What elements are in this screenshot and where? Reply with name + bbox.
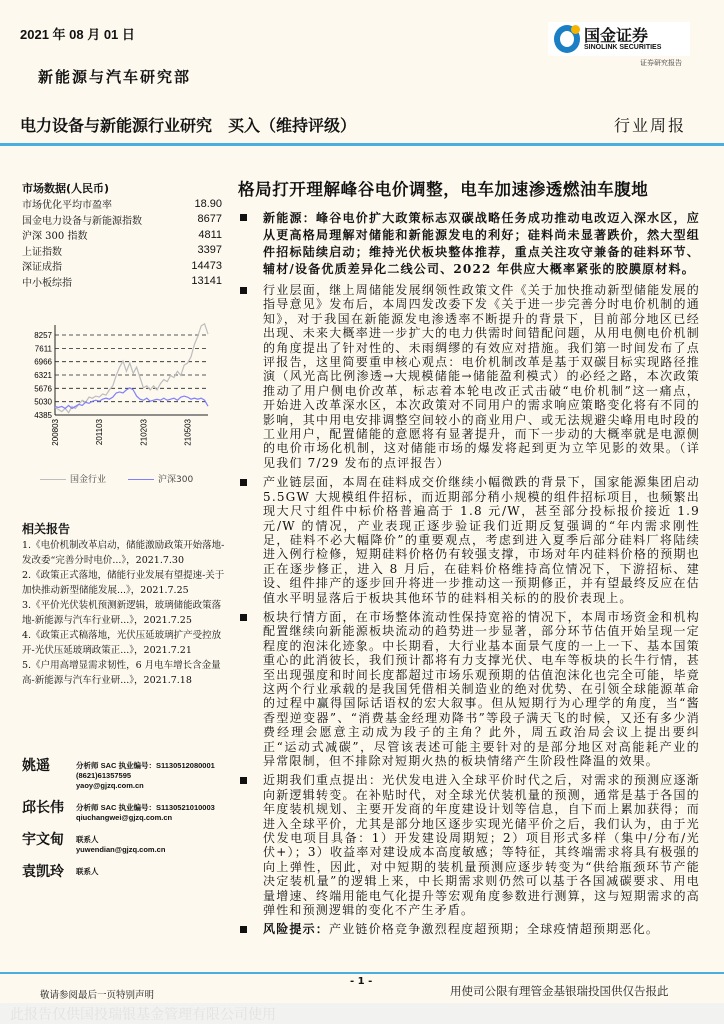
- bullet-risk: [238, 922, 700, 936]
- logo-subtitle: 证券研究报告: [640, 59, 682, 67]
- market-data-title: 市场数据(人民币): [22, 182, 110, 195]
- market-row: [22, 274, 222, 290]
- related-reports-list: [22, 538, 230, 688]
- y-tick-label: 6966: [34, 357, 52, 367]
- logo-mark-icon: [554, 25, 580, 53]
- market-value: 18.90: [194, 197, 222, 210]
- logo-en: SINOLINK SECURITIES: [584, 44, 662, 51]
- sinolink-logo: [548, 22, 690, 56]
- market-label: 沪深 300 指数: [22, 231, 88, 243]
- market-row: [22, 227, 222, 243]
- watermark: 此报告仅供国投瑞银基金管理有限公司使用: [10, 1007, 276, 1023]
- risk-text: 产业链价格竞争激烈程度超预期；全球疫情超预期恶化。: [329, 922, 660, 937]
- bullet-text: 新能源：峰谷电价扩大政策标志双碳战略任务成功推动电改迈入深水区，应从更高格局理解对储能和新能源发电的利好；硅料尚未显著跌价，然大型组件招标陆续启动；维持光伏板块整体推荐，重点关注攻守兼备的硅料环节、辅材/设备优质差异化二线公司、2022 年供应大概率紧张的胶膜原材料。: [263, 211, 700, 276]
- market-label: 深证成指: [22, 262, 62, 274]
- risk-label: 风险提示：: [263, 922, 330, 937]
- x-tick-label: 210203: [139, 419, 149, 446]
- report-type: 行业周报: [613, 116, 686, 135]
- analyst-info: [76, 863, 99, 877]
- y-tick-label: 8257: [34, 331, 52, 340]
- legend-guojin: [40, 472, 106, 485]
- header-divider: [0, 143, 724, 146]
- market-value: 4811: [198, 228, 222, 241]
- market-row: [22, 196, 222, 212]
- bullet-new-energy: [238, 210, 700, 278]
- y-tick-label: 5676: [34, 384, 52, 394]
- analyst-name: 邱长伟: [22, 800, 64, 816]
- disclaimer-note: 敬请参阅最后一页特别声明: [40, 990, 155, 1001]
- bullet-industry: 行业层面，继上周储能发展纲领性政策文件《关于加快推动新型储能发展的指导意见》发布后，本周四发改委下发《关于进一步完善分时电价机制的通知》，对于我国在新能源发电渗透率不断提升的背景下，目前部分地区已经出现、未来大概率进一步扩大的电力供需时间错配问题，从用电侧电价机制的角度提出了针对性的、未雨绸缪的有效应对措施。我们第一时间发布了点评报告，这里简要重申核心观点：电价机制改革是基于双碳目标实现路径推演（风光高比例渗透→大规模储能→储能盈利模式）的必经之路，本次政策推动了用户侧电价改革，标志着本轮电改正式击破“电价机制”这一痛点，开始进入改革深水区，本次政策对不同用户的需求响应策略变化将有不同的影响，其中用电安排调整空间较小的商业用户、或无法规避尖峰用电时段的工业用户，配置储能的意愿将有显著提升，而下一步动的大概率就是电源侧的电价市场化机制，这对储能市场的爆发将起到更为立竿见影的效果。（详见我们 7/29 发布的点评报告）: [238, 283, 700, 470]
- analyst-info-line: yuwendian@gjzq.com.cn: [76, 845, 166, 854]
- market-row: [22, 243, 222, 259]
- main-title: 格局打开理解峰谷电价调整，电车加速渗透燃油车腹地: [238, 180, 649, 199]
- market-row: [22, 212, 222, 228]
- related-report-item: 4.《政策正式稿落地，光伏压延玻璃扩产受控放开-光伏压延玻璃政策正...》，2021.7.21: [22, 630, 222, 656]
- analyst-info: [76, 757, 215, 791]
- report-date: 2021 年 08 月 01 日: [20, 27, 135, 42]
- analyst-info-line: 联系人: [76, 867, 99, 876]
- y-tick-label: 4385: [34, 411, 52, 420]
- legend-label: 国金行业: [70, 475, 107, 485]
- market-value: 13141: [191, 275, 222, 288]
- department: 新能源与汽车研究部: [38, 68, 192, 86]
- market-label: 上证指数: [22, 246, 62, 258]
- y-tick-label: 5030: [34, 397, 52, 407]
- page-number: - 1 -: [350, 976, 373, 987]
- analyst-info-line: 联系人: [76, 835, 99, 844]
- related-reports-title: 相关报告: [22, 522, 71, 536]
- x-tick-label: 210503: [183, 419, 193, 446]
- market-row: [22, 258, 222, 274]
- footer-divider: [0, 972, 724, 974]
- analyst-info-line: (8621)61357595: [76, 771, 132, 780]
- y-tick-label: 6321: [34, 371, 52, 380]
- mirrored-notice: 用使司公限有理管金基银瑞投国供仅告报此: [450, 984, 669, 998]
- market-label: 国金电力设备与新能源指数: [22, 215, 142, 227]
- analyst-info-line: yaoy@gjzq.com.cn: [76, 781, 144, 790]
- series-line: [55, 324, 208, 413]
- analyst: [22, 757, 227, 791]
- related-report-item: 5.《户用高增显需求韧性，6 月电车增长含金量高-新能源与汽车行业研...》，2021.7.18: [22, 660, 221, 686]
- market-value: 14473: [191, 259, 222, 272]
- bullet-outlook: 近期我们重点提出：光伏发电进入全球平价时代之后，对需求的预测应逐渐向新逻辑转变。在补贴时代，对全球光伏装机量的预测，通常是基于各国的年度装机规划、主要开发商的年度建设计划等信息，自下而上累加获得；而进入全球平价，尤其是部分地区逐步实现光储平价之后，我们认为，由于光伏发电项目具备：1）开发建设周期短；2）项目形式多样（集中/分布/光伏+）；3）收益率对建设成本高度敏感；等特征，其终端需求将具有极强的向上弹性，因此，对中短期的装机量预测应逐步转变为“供给瓶颈环节产能决定装机量”的逻辑上来，中长期需求则仍然可以基于各国减碳要求、用电量增速、终端用能电气化提升等宏观角度参数进行测算，这与短期需求的高弹性和预测逻辑的变化不产生矛盾。: [238, 773, 700, 917]
- legend-label: 沪深300: [158, 475, 194, 485]
- analyst-name: 姚遥: [22, 758, 50, 774]
- bullet-sector: 板块行情方面，在市场整体流动性保持宽裕的情况下，本周市场资金和机构配置继续向新能源板块流动的趋势进一步显著，部分环节估值开始呈现一定程度的泡沫化迹象。中长期看，大行业基本面景气度的一上一下、基本国策重心的此消彼长，我们预计都将有力支撑光伏、电车等板块的长牛行情，甚至出现强度和时间长度都超过市场乐观预期的估值泡沫化也完全可能，毕竟这两个行业承载的是我国凭借相关制造业的绝对优势、在引领全球能源革命的过程中赢得国际话语权的宏大叙事。但从短期行为心理学的角度，当“酱香型逆变器”、“消费基金经理劝降书”等段子满天飞的时候，又还有多少消费经理会愿意主动成为段子的主角？此外，周五政治局会议上提出要纠正“运动式减碳”，尽管该表述可能主要针对的是部分地区对高能耗产业的异常限制，但不排除对短期火热的板块情绪产生阶段性降温的效果。: [238, 610, 700, 768]
- chart-legend: [40, 472, 193, 485]
- market-label: 中小板综指: [22, 277, 72, 289]
- analyst-name: 宇文甸: [22, 832, 64, 848]
- market-data-list: [22, 196, 222, 289]
- analyst: [22, 831, 227, 855]
- bullet-supply-chain: 产业链层面，本周在硅料成交价继续小幅微跌的背景下，国家能源集团启动 5.5GW 大规模组件招标，而近期部分稍小规模的组件招标项目，也频繁出现大尺寸组件中标价格普遍高于 1.8 元/W，甚至部分投标报价接近 1.9 元/W 的情况，产业表现正逐步验证我们近期反复强调的“年内需求刚性足，硅料不必大幅降价”的重要观点，考虑到进入夏季后部分硅料厂将陆续进入例行检修，短期硅料价格仍有较强支撑，市场对年内硅料价格的预期也正在逐步修正，进入 8 月后，在硅料价格维持高位情况下，下游招标、建设、组件排产的逐步回升将进一步推动这一预期修正，并有望最终反应在估值水平明显落后于板块其他环节的硅料相关标的的股价表现上。: [238, 475, 700, 605]
- analyst-list: [22, 757, 227, 889]
- legend-hs300: [128, 472, 193, 485]
- analyst-info-line: qiuchangwei@gjzq.com.cn: [76, 813, 173, 822]
- x-tick-label: 201103: [95, 419, 105, 446]
- analyst-info: [76, 831, 165, 855]
- related-report-item: 2.《政策正式落地，储能行业发展有望提速-关于加快推动新型储能发展...》，2021.7.25: [22, 570, 225, 596]
- market-value: 3397: [197, 244, 222, 257]
- y-tick-label: 7611: [34, 344, 52, 354]
- logo-cn: 国金证券: [584, 26, 649, 45]
- market-value: 8677: [197, 213, 222, 226]
- analyst: [22, 863, 227, 881]
- analyst-info: [76, 799, 215, 823]
- report-line: 电力设备与新能源行业研究 买入（维持评级）: [20, 116, 357, 135]
- analyst-info-line: 分析师 SAC 执业编号：S1130512080001: [76, 761, 215, 770]
- related-report-item: 1.《电价机制改革启动，储能激励政策开始落地-发改委“完善分时电价...》，2021.7.30: [22, 540, 225, 566]
- index-chart: [15, 318, 215, 468]
- analyst-info-line: 分析师 SAC 执业编号：S1130521010003: [76, 803, 215, 812]
- x-tick-label: 200803: [51, 419, 60, 446]
- analyst-name: 袁凯玲: [22, 864, 64, 880]
- market-label: 市场优化平均市盈率: [22, 200, 112, 212]
- main-body: [238, 210, 700, 942]
- related-report-item: 3.《平价光伏装机预测新逻辑，玻璃储能政策落地-新能源与汽车行业研...》，2021.7.25: [22, 600, 222, 626]
- series-line: [55, 388, 208, 409]
- analyst: [22, 799, 227, 823]
